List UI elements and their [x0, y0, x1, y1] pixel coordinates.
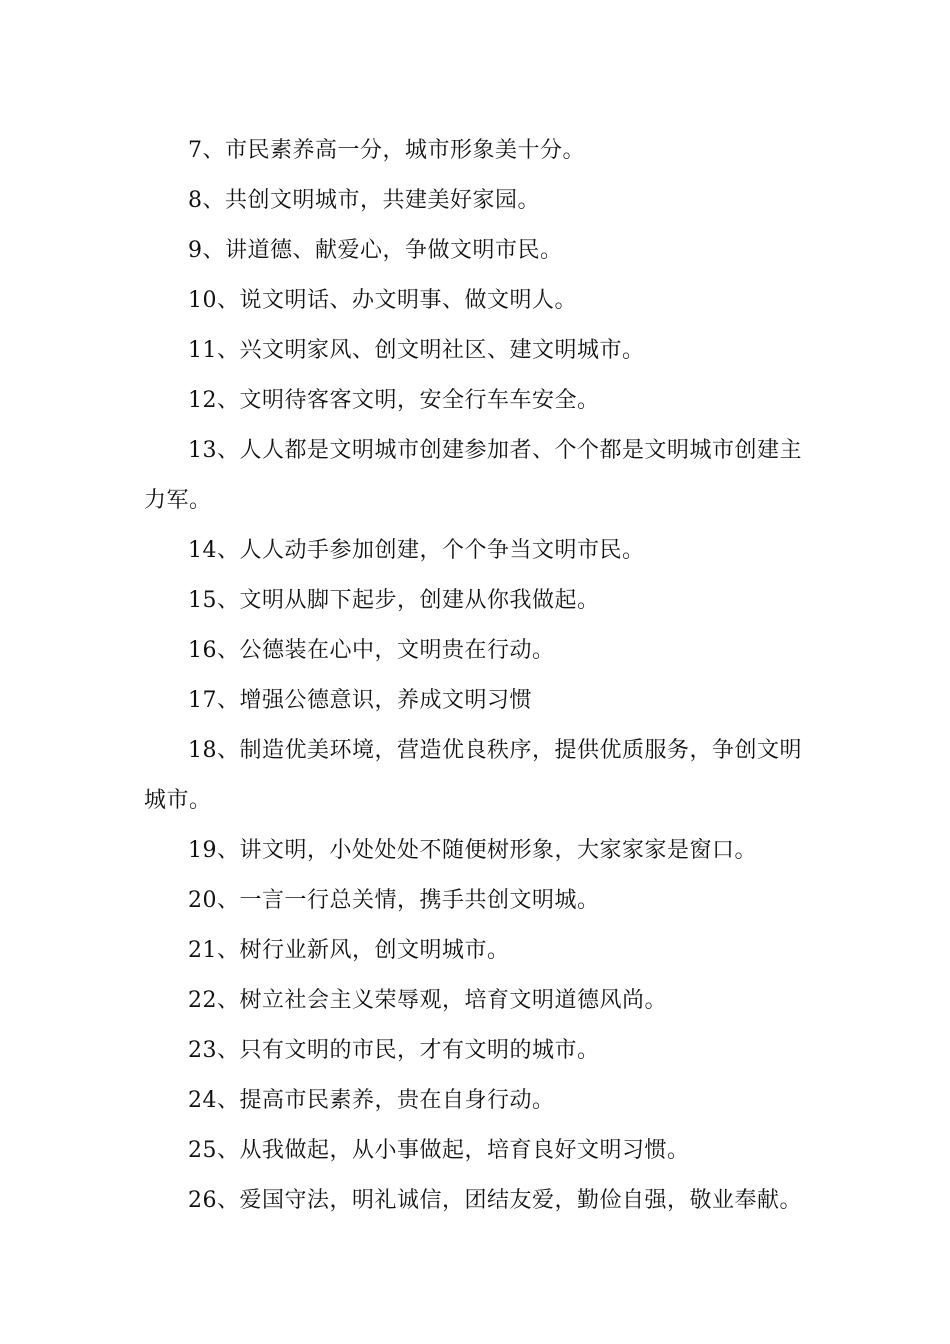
- list-item: 8、共创文明城市，共建美好家园。: [188, 188, 540, 213]
- list-item: 17、增强公德意识，养成文明习惯: [188, 688, 532, 713]
- list-item: 24、提高市民素养，贵在自身行动。: [188, 1088, 555, 1113]
- list-item: 18、制造优美环境，营造优良秩序，提供优质服务，争创文明城市。: [144, 738, 802, 813]
- list-item: 14、人人动手参加创建，个个争当文明市民。: [188, 538, 645, 563]
- list-item: 10、说文明话、办文明事、做文明人。: [188, 288, 577, 313]
- list-item: 13、人人都是文明城市创建参加者、个个都是文明城市创建主力军。: [144, 438, 802, 513]
- list-item: 23、只有文明的市民，才有文明的城市。: [188, 1038, 600, 1063]
- list-item: 19、讲文明，小处处处不随便树形象，大家家家是窗口。: [188, 838, 757, 863]
- list-item: 15、文明从脚下起步，创建从你我做起。: [188, 588, 600, 613]
- list-item: 9、讲道德、献爱心，争做文明市民。: [188, 238, 563, 263]
- list-item: 20、一言一行总关情，携手共创文明城。: [188, 888, 600, 913]
- list-item: 21、树行业新风，创文明城市。: [188, 938, 510, 963]
- list-item: 7、市民素养高一分，城市形象美十分。: [188, 138, 585, 163]
- list-item: 25、从我做起，从小事做起，培育良好文明习惯。: [188, 1138, 690, 1163]
- slogan-list: [144, 126, 808, 1226]
- list-item: 16、公德装在心中，文明贵在行动。: [188, 638, 555, 663]
- list-item: 12、文明待客客文明，安全行车车安全。: [188, 388, 600, 413]
- list-item: 22、树立社会主义荣辱观，培育文明道德风尚。: [188, 988, 667, 1013]
- list-item: 11、兴文明家风、创文明社区、建文明城市。: [188, 338, 645, 363]
- list-item: 26、爱国守法，明礼诚信，团结友爱，勤俭自强，敬业奉献。: [188, 1188, 802, 1213]
